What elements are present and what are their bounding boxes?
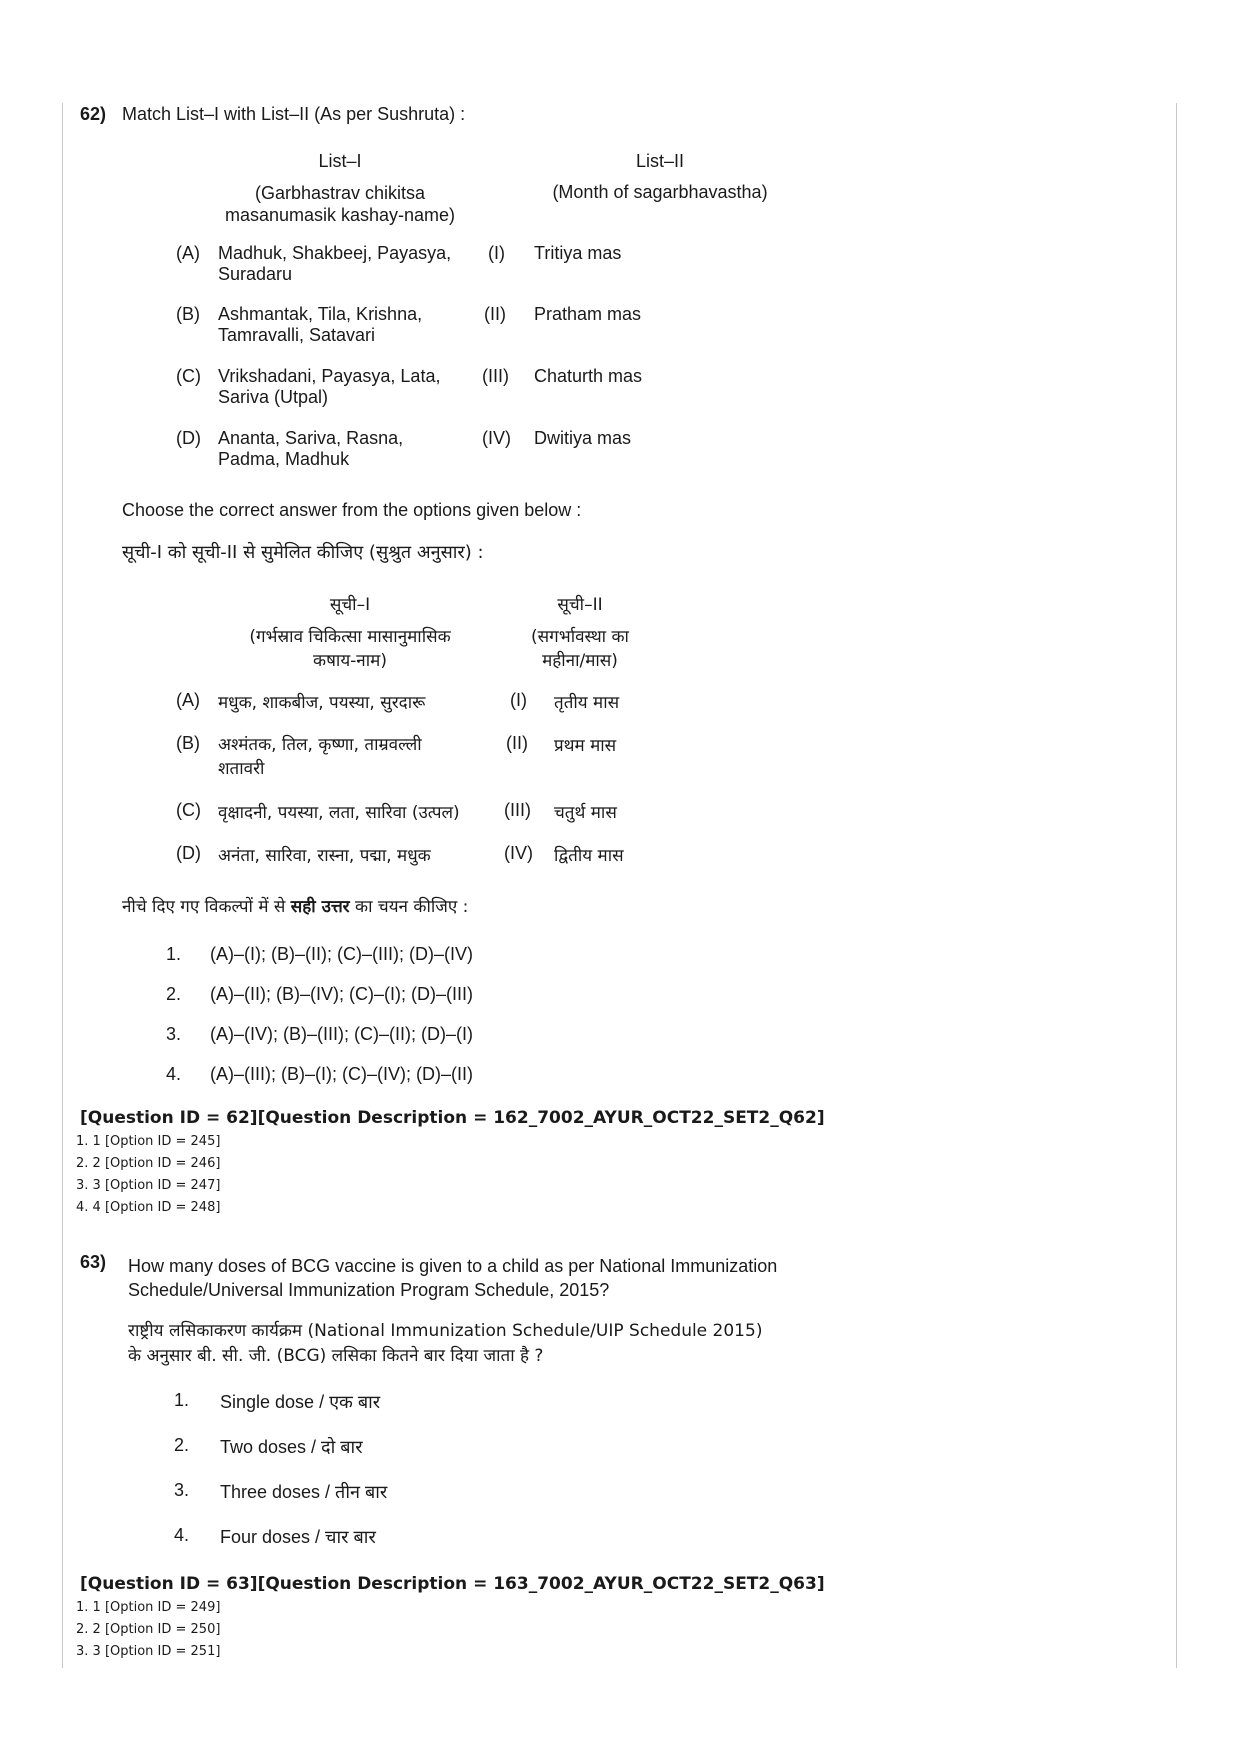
page-border-left [62,103,63,1668]
hi-item-numeral: (II) [506,733,528,753]
en-item-label: (C) [176,366,201,386]
answer-option-number: 4. [166,1064,182,1084]
hi-item-label: (A) [176,690,200,710]
hi-item-label: (D) [176,843,201,863]
hi-item-match: द्वितीय मास [554,846,624,866]
choose-hindi-pre: नीचे दिए गए विकल्पों में से [122,897,291,917]
en-item-label: (A) [176,243,200,263]
question-63-text-en-line1: How many doses of BCG vaccine is given to a child as per National Immunization [128,1256,778,1276]
hi-item-match: चतुर्थ मास [554,803,617,823]
list2-heading-hindi: सूची–II [557,595,603,615]
hi-item-match: प्रथम मास [554,736,617,756]
hi-item-numeral: (III) [504,800,531,820]
en-item-match: Dwitiya mas [534,428,632,448]
en-item-text: Ananta, Sariva, Rasna, Padma, Madhuk [218,428,404,469]
answer-option-number: 4. [174,1525,190,1545]
list2-subheading: (Month of sagarbhavastha) [552,182,768,202]
en-item-text: Vrikshadani, Payasya, Lata, Sariva (Utpal) [218,366,441,407]
answer-option-number: 3. [174,1480,190,1500]
choose-instruction-hindi [122,894,468,917]
answer-option-text: (A)–(IV); (B)–(III); (C)–(II); (D)–(I) [210,1024,473,1044]
list1-heading: List–I [318,151,362,171]
choose-hindi-bold: सही उत्तर [290,897,350,917]
en-item-text: Ashmantak, Tila, Krishna, Tamravalli, Satavari [218,304,423,345]
option-id-line: 2. 2 [Option ID = 246] [76,1156,221,1171]
answer-option-number: 3. [166,1024,182,1044]
option-id-line: 3. 3 [Option ID = 247] [76,1178,221,1193]
question-63-text-hi-line2: के अनुसार बी. सी. जी. (BCG) लसिका कितने बार दिया जाता है ? [128,1346,544,1366]
option-id-line: 1. 1 [Option ID = 245] [76,1134,221,1149]
list1-subheading-hindi-line2: कषाय-नाम) [313,651,387,671]
choose-hindi-post: का चयन कीजिए : [349,897,469,917]
answer-option-text: Four doses / चार बार [220,1527,376,1547]
hi-item-text: वृक्षादनी, पयस्या, लता, सारिवा (उत्पल) [218,803,460,823]
list1-subheading-hindi-line1: (गर्भस्राव चिकित्सा मासानुमासिक [249,627,451,647]
answer-option-number: 2. [166,984,182,1004]
question-id-line: [Question ID = 62][Question Description = 162_7002_AYUR_OCT22_SET2_Q62] [80,1108,825,1128]
list2-subheading-hindi-line1: (सगर्भावस्था का [531,627,629,647]
hi-item-text: मधुक, शाकबीज, पयस्या, सुरदारू [218,693,426,713]
question-62-title-hindi: सूची-I को सूची-II से सुमेलित कीजिए (सुश्रुत अनुसार) : [122,542,484,563]
answer-option-number: 1. [174,1390,190,1410]
hi-item-match: तृतीय मास [554,693,620,713]
question-id-line: [Question ID = 63][Question Description = 163_7002_AYUR_OCT22_SET2_Q63] [80,1574,825,1594]
choose-instruction-en: Choose the correct answer from the options given below : [122,500,582,520]
hi-item-label: (B) [176,733,200,753]
answer-option-text: (A)–(I); (B)–(II); (C)–(III); (D)–(IV) [210,944,473,964]
page-border-right [1176,103,1177,1668]
en-item-text: Madhuk, Shakbeej, Payasya, Suradaru [218,243,452,284]
option-id-line: 2. 2 [Option ID = 250] [76,1622,221,1637]
en-item-match: Tritiya mas [534,243,622,263]
list2-heading: List–II [635,151,685,171]
answer-option-text: Two doses / दो बार [220,1437,363,1457]
question-63-number: 63) [80,1252,107,1272]
en-item-numeral: (II) [484,304,506,324]
answer-option-number: 1. [166,944,182,964]
hi-item-label: (C) [176,800,201,820]
list2-subheading-hindi-line2: महीना/मास) [542,651,618,671]
answer-option-text: Three doses / तीन बार [220,1482,388,1502]
answer-option-number: 2. [174,1435,190,1455]
question-63-text-en-line2: Schedule/Universal Immunization Program Schedule, 2015? [128,1280,610,1300]
en-item-numeral: (IV) [482,428,511,448]
en-item-match: Chaturth mas [534,366,643,386]
hi-item-numeral: (IV) [504,843,533,863]
hi-item-text: अनंता, सारिवा, रास्ना, पद्मा, मधुक [218,846,431,866]
list1-heading-hindi: सूची–I [329,595,371,615]
en-item-match: Pratham mas [534,304,642,324]
question-62-title: Match List–I with List–II (As per Sushruta) : [122,104,466,124]
hi-item-numeral: (I) [510,690,527,710]
answer-option-text: (A)–(II); (B)–(IV); (C)–(I); (D)–(III) [210,984,473,1004]
answer-option-text: (A)–(III); (B)–(I); (C)–(IV); (D)–(II) [210,1064,473,1084]
question-62-number: 62) [80,104,107,124]
en-item-label: (B) [176,304,200,324]
en-item-label: (D) [176,428,201,448]
list1-subheading: (Garbhastrav chikitsa masanumasik kashay-name) [224,183,456,225]
en-item-numeral: (III) [482,366,509,386]
option-id-line: 3. 3 [Option ID = 251] [76,1644,221,1659]
en-item-numeral: (I) [488,243,505,263]
option-id-line: 1. 1 [Option ID = 249] [76,1600,221,1615]
hi-item-text: अश्मंतक, तिल, कृष्णा, ताम्रवल्ली शतावरी [218,735,422,779]
option-id-line: 4. 4 [Option ID = 248] [76,1200,221,1215]
question-63-text-hi-line1: राष्ट्रीय लसिकाकरण कार्यक्रम (National Immunization Schedule/UIP Schedule 2015) [128,1321,763,1341]
answer-option-text: Single dose / एक बार [220,1392,381,1412]
